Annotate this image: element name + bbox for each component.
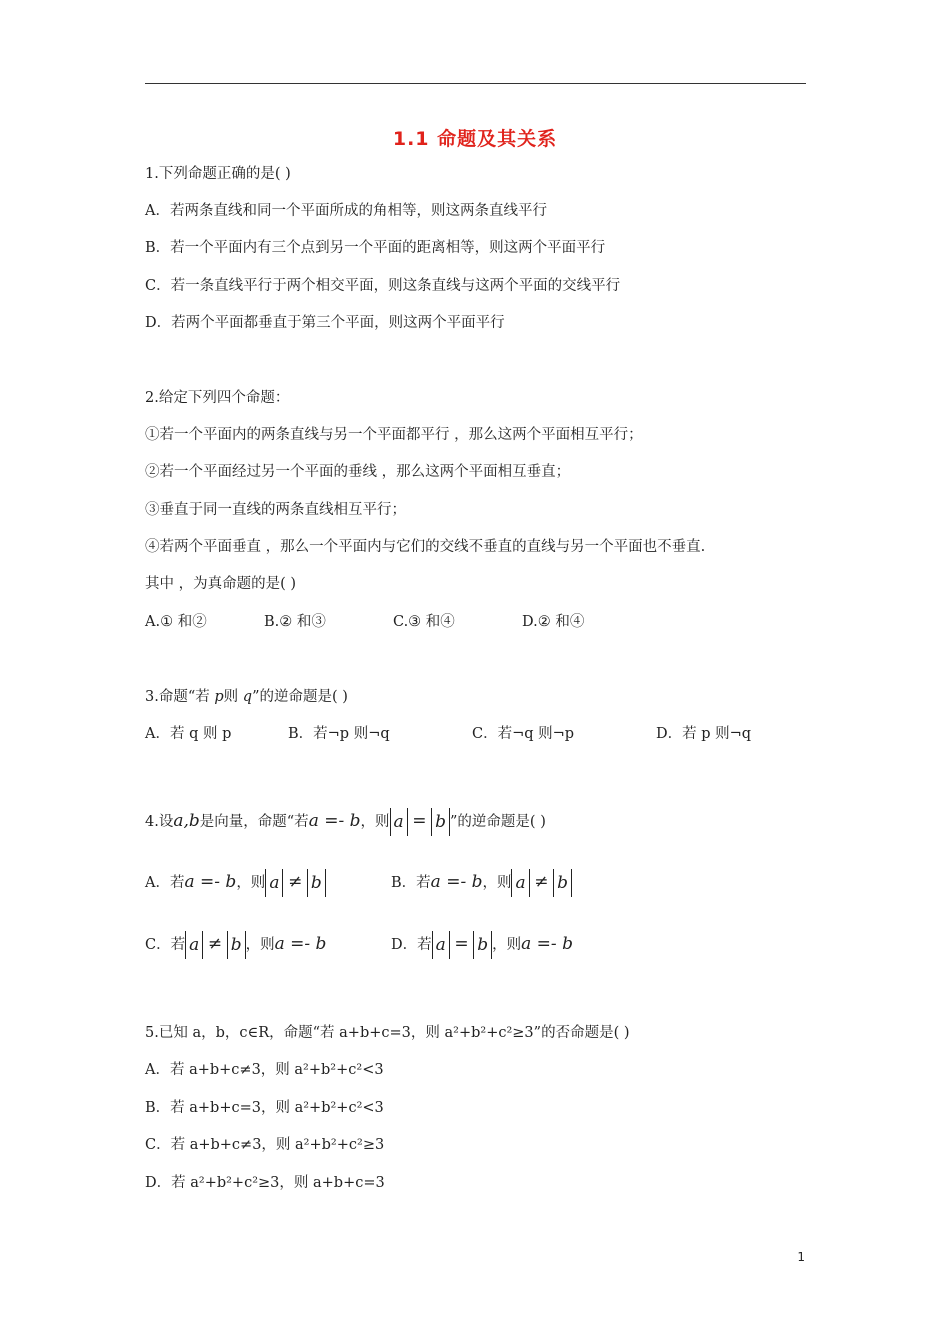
q5-option-a: A．若 a+b+c≠3，则 a²+b²+c²<3 (145, 1062, 384, 1078)
q2-statement-4: ④若两个平面垂直 ，那么一个平面内与它们的交线不垂直的直线与另一个平面也不垂直. (145, 539, 706, 555)
q4-option-a: A．若a =- b，则 a ≠ b (145, 866, 326, 899)
q5-option-c: C．若 a+b+c≠3，则 a²+b²+c²≥3 (145, 1137, 385, 1153)
q3-option-a: A．若 q 则 p (145, 726, 232, 742)
page-title: 1.1 命题及其关系 (392, 128, 558, 150)
q4-option-b: B．若a =- b，则 a ≠ b (391, 866, 572, 899)
q5-option-b: B．若 a+b+c=3，则 a²+b²+c²<3 (145, 1100, 384, 1116)
q3-option-b: B．若¬p 则¬q (288, 726, 390, 742)
q1-option-d: D．若两个平面都垂直于第三个平面，则这两个平面平行 (145, 315, 505, 331)
q3-option-d: D．若 p 则¬q (656, 726, 752, 742)
q2-statement-2: ②若一个平面经过另一个平面的垂线 ，那么这两个平面相互垂直； (145, 464, 571, 480)
q2-option-b: B.② 和③ (264, 614, 326, 630)
q5-stem: 5.已知 a，b，c∈R，命题“若 a+b+c=3，则 a²+b²+c²≥3”的否命题是( ) (145, 1025, 630, 1041)
q5-option-d: D．若 a²+b²+c²≥3，则 a+b+c=3 (145, 1175, 385, 1191)
q1-option-b: B．若一个平面内有三个点到另一个平面的距离相等，则这两个平面平行 (145, 240, 606, 256)
q2-stem: 2.给定下列四个命题： (145, 390, 290, 406)
q2-option-d: D.② 和④ (522, 614, 585, 630)
q4-option-c: C．若 a ≠ b ，则a =- b (145, 928, 326, 961)
q3-option-c: C．若¬q 则¬p (472, 726, 575, 742)
q4-option-d: D．若 a = b ，则a =- b (391, 928, 573, 961)
page-number: 1 (797, 1250, 805, 1264)
q2-option-a: A.① 和② (145, 614, 207, 630)
q1-option-a: A．若两条直线和同一个平面所成的角相等，则这两条直线平行 (145, 203, 547, 219)
header-rule (145, 83, 806, 84)
q2-statement-3: ③垂直于同一直线的两条直线相互平行； (145, 502, 406, 518)
q2-statement-1: ①若一个平面内的两条直线与另一个平面都平行 ，那么这两个平面相互平行； (145, 427, 643, 443)
q3-stem: 3.命题“若 p则 q”的逆命题是( ) (145, 689, 348, 705)
q1-option-c: C．若一条直线平行于两个相交平面，则这条直线与这两个平面的交线平行 (145, 278, 621, 294)
q1-stem: 1.下列命题正确的是( ) (145, 166, 291, 182)
q2-option-c: C.③ 和④ (393, 614, 455, 630)
q2-question: 其中 ，为真命题的是( ) (145, 576, 297, 592)
q4-stem: 4.设a,b是向量，命题“若a =- b，则 a = b ”的逆命题是( ) (145, 805, 546, 838)
